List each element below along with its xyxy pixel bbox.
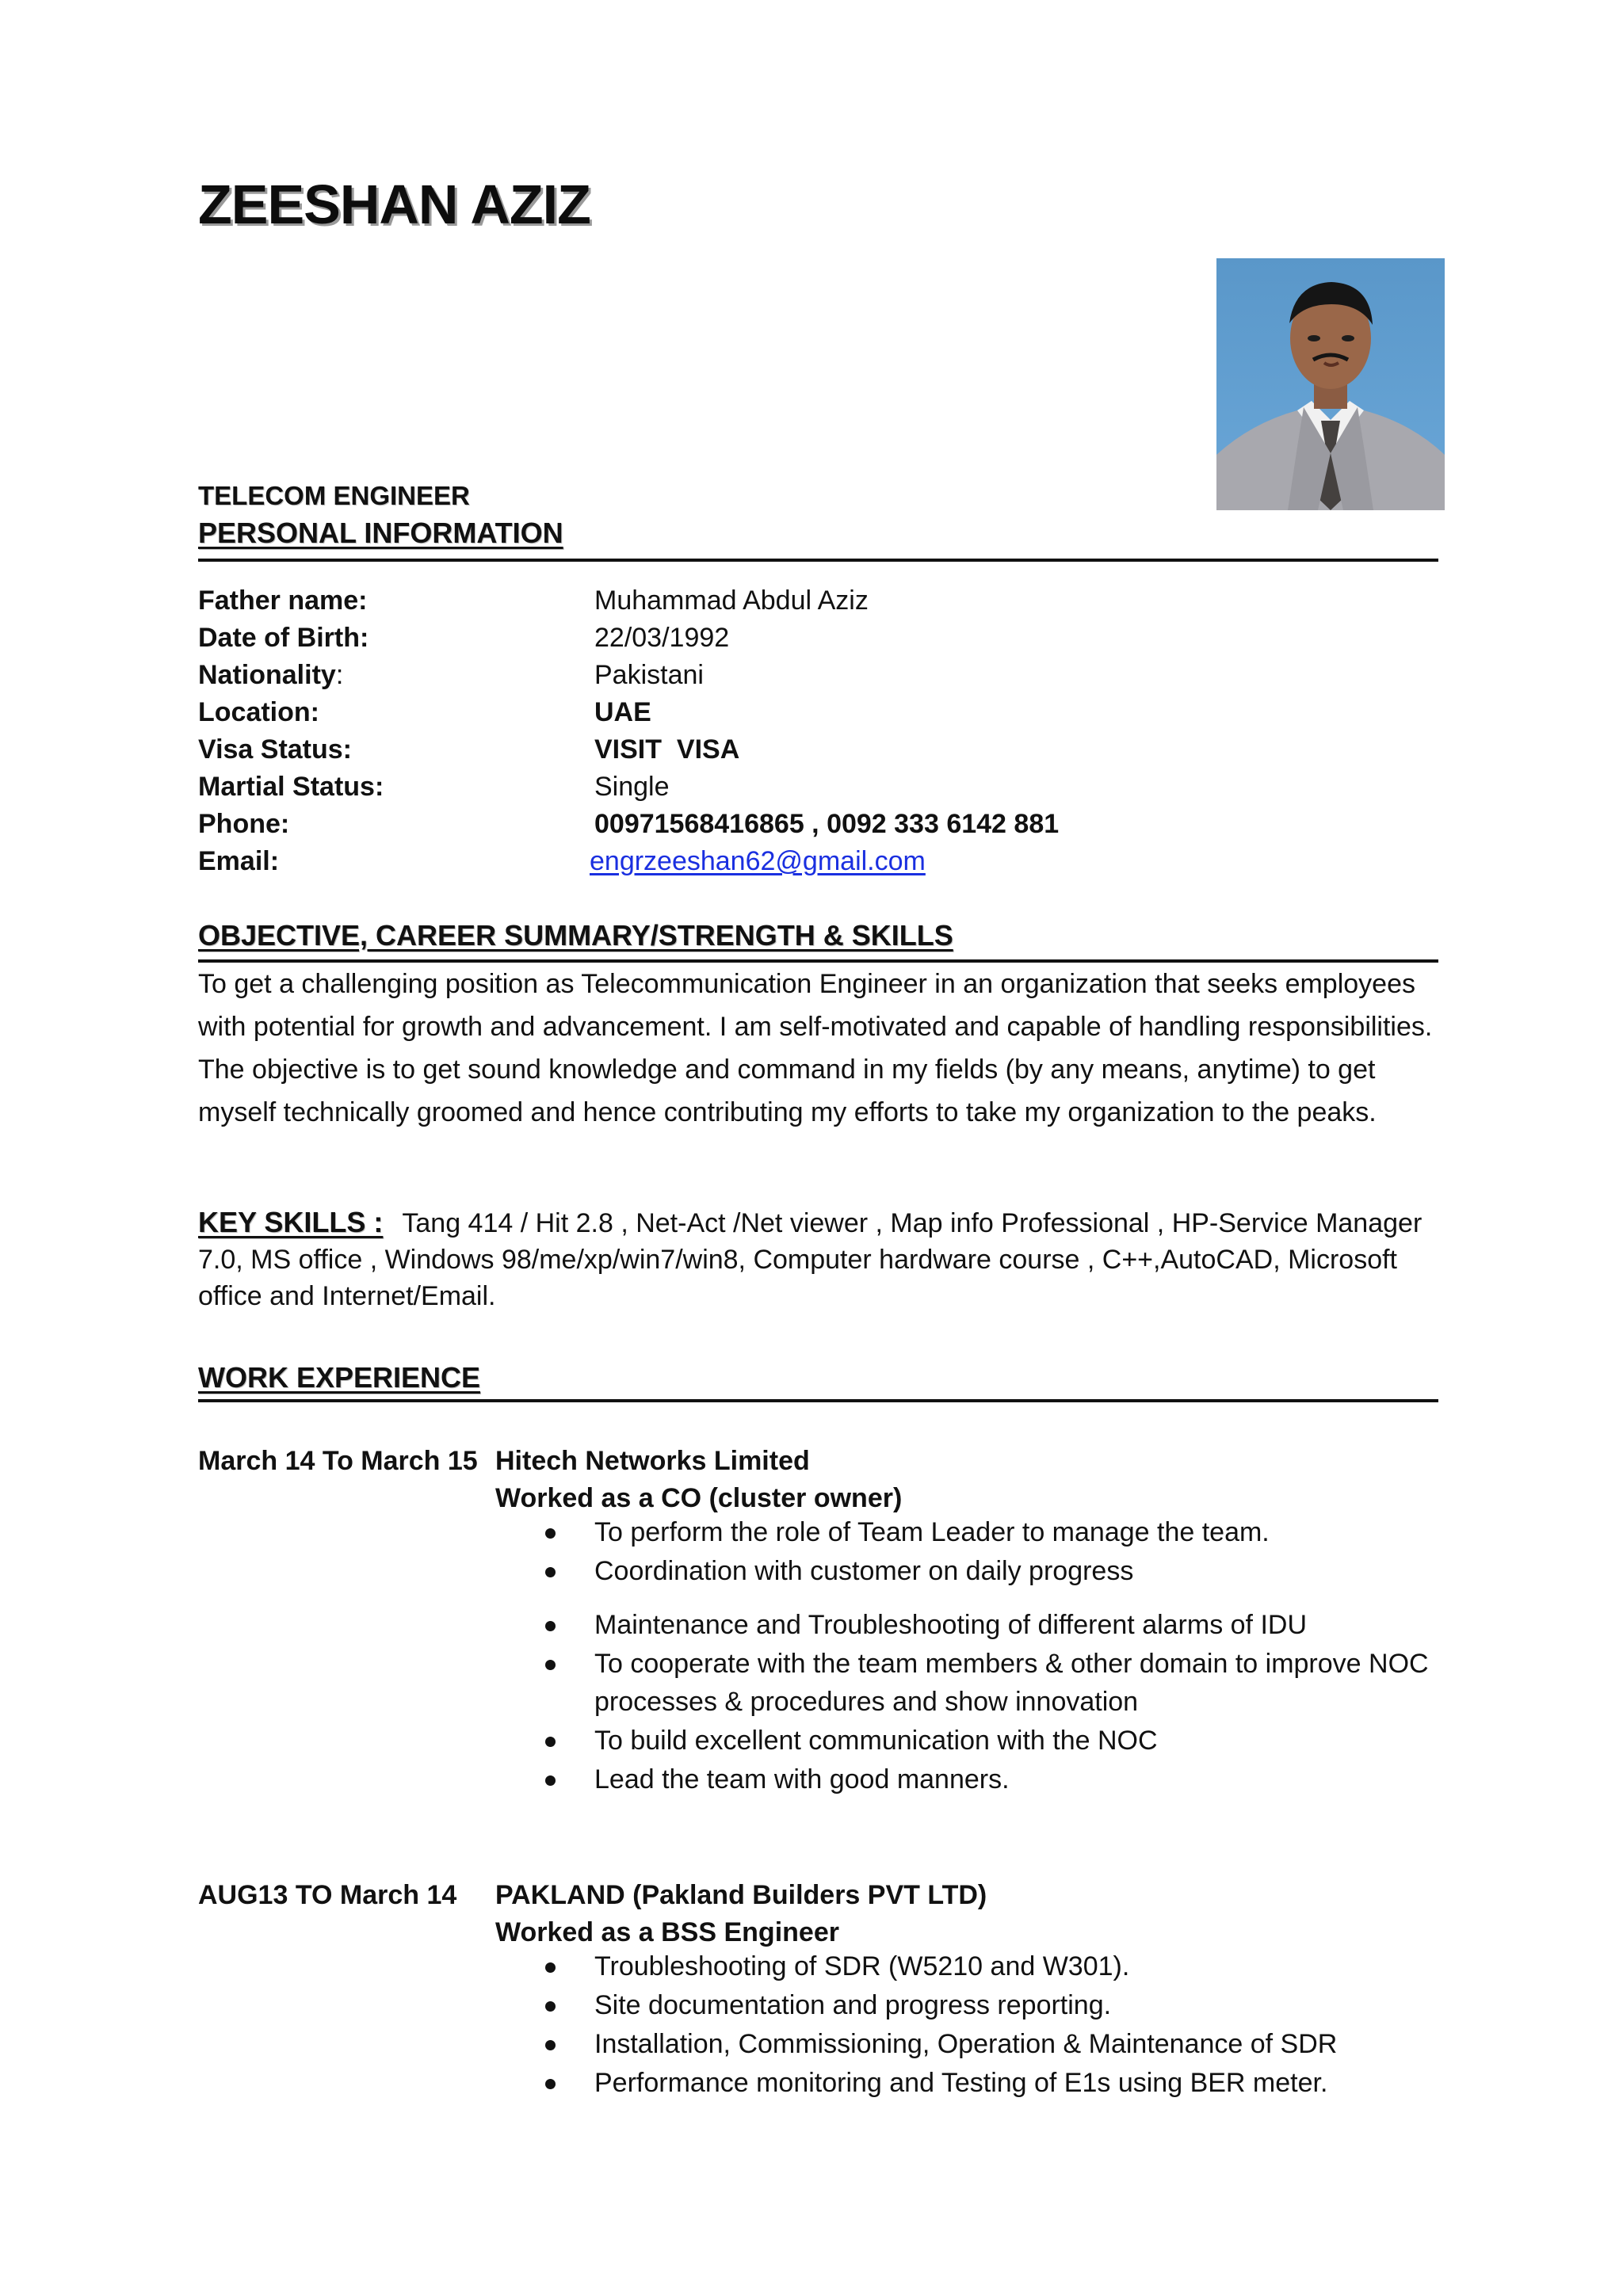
bullet-icon xyxy=(545,2040,556,2050)
nationality-label-text: Nationality xyxy=(198,660,336,690)
key-skills-label: KEY SKILLS : xyxy=(198,1206,384,1238)
work-experience-divider xyxy=(198,1399,1438,1402)
phone-row xyxy=(198,806,1438,842)
email-row xyxy=(198,843,1438,879)
job-2-bullet-2 xyxy=(545,1986,1449,2024)
personal-information-divider xyxy=(198,559,1438,562)
job-1-date: March 14 To March 15 xyxy=(198,1446,478,1476)
job-1-bullet-4 xyxy=(545,1645,1449,1721)
key-skills-text: Tang 414 / Hit 2.8 , Net-Act /Net viewer , Map info Professional , HP-Service Manager 7.0, MS office , Windows 98/me/xp/win7/win8, Computer hardware course , C++,AutoCAD, Microsoft office and Internet/Email. xyxy=(198,1208,1423,1311)
date-of-birth-row xyxy=(198,620,1438,656)
job-1-bullet-3-text: Maintenance and Troubleshooting of different alarms of IDU xyxy=(594,1610,1308,1640)
marital-status-label: Martial Status: xyxy=(198,772,384,802)
location-value: UAE xyxy=(594,697,651,727)
nationality-label xyxy=(198,657,343,693)
key-skills xyxy=(198,1204,1446,1314)
job-2-company: PAKLAND (Pakland Builders PVT LTD) xyxy=(495,1880,987,1910)
job-1-bullet-3 xyxy=(545,1606,1449,1644)
bullet-icon xyxy=(545,1528,556,1539)
nationality-label-colon: : xyxy=(335,660,344,690)
nationality-value: Pakistani xyxy=(594,660,704,690)
bullet-icon xyxy=(545,1660,556,1670)
date-of-birth-value: 22/03/1992 xyxy=(594,623,730,653)
father-name-row xyxy=(198,582,1438,619)
location-row xyxy=(198,694,1438,730)
job-1-bullet-1-text: To perform the role of Team Leader to manage the team. xyxy=(594,1517,1270,1547)
phone-value: 00971568416865 , 0092 333 6142 881 xyxy=(594,809,1060,839)
job-1-company: Hitech Networks Limited xyxy=(495,1446,810,1476)
job-title: TELECOM ENGINEER xyxy=(198,481,470,510)
visa-status-row xyxy=(198,731,1438,768)
job-1-bullet-2-text: Coordination with customer on daily progress xyxy=(594,1556,1134,1586)
bullet-icon xyxy=(545,2079,556,2089)
job-2-bullet-2-text: Site documentation and progress reporting. xyxy=(594,1990,1112,2020)
bullet-icon xyxy=(545,1737,556,1747)
candidate-name: ZEESHAN AZIZ xyxy=(198,174,590,235)
job-2-bullet-3-text: Installation, Commissioning, Operation & Maintenance of SDR xyxy=(594,2029,1338,2059)
bullet-icon xyxy=(545,1621,556,1631)
email-label: Email: xyxy=(198,846,280,876)
bullet-icon xyxy=(545,1962,556,1973)
marital-status-value: Single xyxy=(594,772,670,802)
job-1-bullet-1 xyxy=(545,1513,1449,1551)
job-1-bullet-5-text: To build excellent communication with the NOC xyxy=(594,1726,1158,1756)
job-2-date: AUG13 TO March 14 xyxy=(198,1880,457,1910)
profile-photo-image xyxy=(1216,258,1445,510)
job-1-bullet-6 xyxy=(545,1760,1449,1798)
job-1-role: Worked as a CO (cluster owner) xyxy=(495,1483,903,1513)
phone-label: Phone: xyxy=(198,809,290,839)
job-2-bullet-1 xyxy=(545,1947,1449,1985)
job-1-bullet-2 xyxy=(545,1552,1449,1590)
job-1-bullet-6-text: Lead the team with good manners. xyxy=(594,1764,1010,1794)
visa-status-value: VISIT VISA xyxy=(594,734,740,765)
bullet-icon xyxy=(545,2001,556,2012)
personal-information-heading: PERSONAL INFORMATION xyxy=(198,517,563,549)
job-2-bullet-1-text: Troubleshooting of SDR (W5210 and W301). xyxy=(594,1951,1130,1981)
job-2-role: Worked as a BSS Engineer xyxy=(495,1917,839,1947)
bullet-icon xyxy=(545,1775,556,1786)
father-name-value: Muhammad Abdul Aziz xyxy=(594,585,869,616)
work-experience-heading: WORK EXPERIENCE xyxy=(198,1361,481,1394)
nationality-row xyxy=(198,657,1438,693)
bullet-icon xyxy=(545,1567,556,1577)
job-1-bullet-4-text: To cooperate with the team members & other domain to improve NOC processes & procedures and show innovation xyxy=(594,1649,1429,1717)
job-2-bullet-4-text: Performance monitoring and Testing of E1s using BER meter. xyxy=(594,2068,1328,2098)
job-2-bullet-4 xyxy=(545,2064,1449,2102)
objective-heading: OBJECTIVE, CAREER SUMMARY/STRENGTH & SKILLS xyxy=(198,919,953,952)
father-name-label: Father name: xyxy=(198,585,368,616)
job-2-bullet-3 xyxy=(545,2025,1449,2063)
visa-status-label: Visa Status: xyxy=(198,734,353,765)
job-1-bullet-5 xyxy=(545,1722,1449,1760)
date-of-birth-label: Date of Birth: xyxy=(198,623,369,653)
profile-photo xyxy=(1216,258,1445,510)
location-label: Location: xyxy=(198,697,319,727)
email-link[interactable]: engrzeeshan62@gmail.com xyxy=(590,846,926,876)
marital-status-row xyxy=(198,769,1438,805)
objective-paragraph: To get a challenging position as Telecommunication Engineer in an organization that seeks employees with potential for growth and advancement. I am self-motivated and capable of handling responsibilities. The objective is to get sound knowledge and command in my fields (by any means, anytime) to get myself technically groomed and hence contributing my efforts to take my organization to the peaks. xyxy=(198,969,1433,1127)
